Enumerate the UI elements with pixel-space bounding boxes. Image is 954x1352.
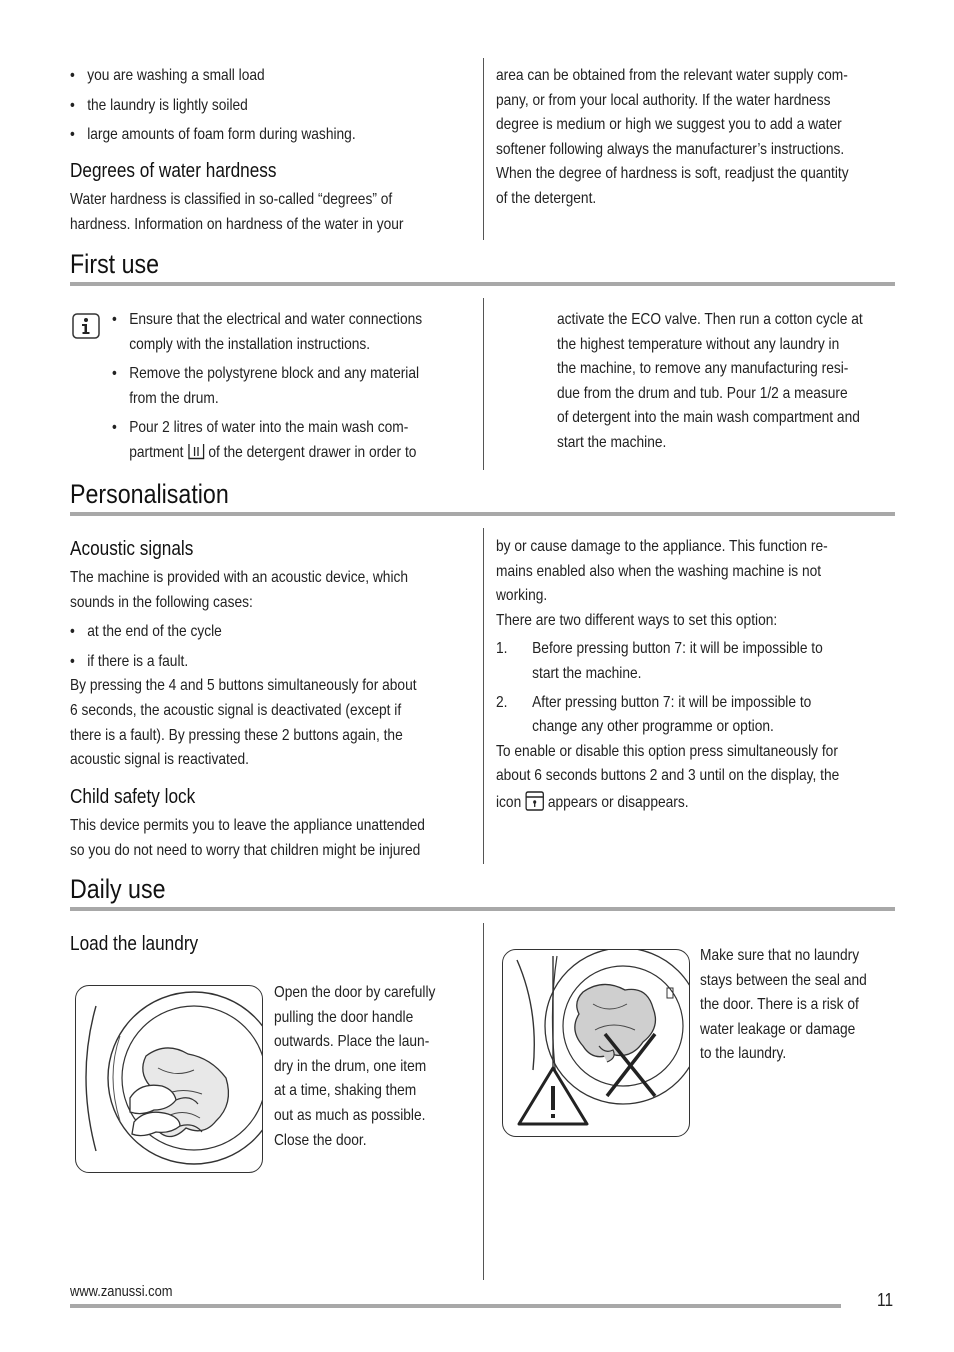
first-use-list [112, 308, 422, 466]
button-label-2: 2 [649, 767, 658, 785]
column-divider [483, 528, 484, 864]
button-label-7: 7 [674, 640, 683, 658]
button-label-4: 4 [168, 677, 177, 695]
loading-laundry-illustration [75, 985, 263, 1173]
drum-seal-icon [503, 950, 689, 1136]
list-item: • large amounts of foam form during washing. [70, 126, 356, 144]
list-item: 1. Before pressing button 7: it will be impossible to start the machine. [496, 640, 823, 682]
six-seconds-label: 6 seconds [70, 701, 133, 719]
list-item: • Ensure that the electrical and water connections comply with the installation instructions. [112, 311, 423, 353]
list-item: • Remove the polystyrene block and any material from the drum. [112, 365, 420, 407]
child-lock-text-left: This device permits you to leave the appliance unattended so you do not need to worry that children might be injured [70, 817, 425, 859]
button-label-7: 7 [662, 693, 671, 711]
section-rule [70, 907, 895, 911]
child-lock-text-right: by or cause damage to the appliance. This function re- mains enabled also when the washing machine is not working. There are two different ways to set this option: 1. Before pressing button 7: it will be impossible to start the machine. 2. After pressing button 7: it will be impossible to change any other programme or option. To enable or disable this option press simultaneously for about 6 seconds buttons 2 and 3 until on the display, the icon appears or disappears. [496, 538, 840, 811]
footer-rule [70, 1304, 841, 1308]
column-divider [483, 923, 484, 1280]
button-label-5: 5 [206, 677, 215, 695]
section-title-personalisation: Personalisation [70, 479, 229, 509]
list-item: 2. After pressing button 7: it will be impossible to change any other programme or option. [496, 693, 812, 736]
drum-loading-icon [76, 986, 262, 1172]
child-safety-lock-heading: Child safety lock [70, 786, 196, 808]
list-item: • at the end of the cycle [70, 623, 222, 641]
laundry-in-seal-warning-illustration [502, 949, 690, 1137]
section-title-first-use: First use [70, 249, 160, 279]
list-item: • Pour 2 litres of water into the main wash com- partment of the detergent drawer in order to [112, 419, 417, 461]
list-item: • the laundry is lightly soiled [70, 96, 248, 114]
info-icon [72, 313, 100, 339]
warning-triangle-icon [519, 1068, 587, 1124]
load-laundry-heading: Load the laundry [70, 933, 199, 955]
page-number: 11 [877, 1290, 894, 1310]
footer-url: www.zanussi.com [70, 1283, 173, 1300]
section-title-daily-use: Daily use [70, 874, 166, 904]
list-item: • you are washing a small load [70, 67, 265, 84]
water-hardness-text-right: area can be obtained from the relevant water supply com- pany, or from your local authority. If the water hardness degree is medium or high we suggest you to add a water softener following always the manufacturer’s instructions. When the degree of hardness is soft, readjust the quantity of the detergent. [496, 67, 849, 207]
child-lock-icon [525, 791, 544, 811]
list-item: • if there is a fault. [70, 652, 189, 670]
column-divider [483, 58, 484, 240]
column-divider [483, 298, 484, 470]
water-hardness-text-left: Water hardness is classified in so-called “degrees” of hardness. Information on hardness of the water in your [70, 191, 404, 233]
water-hardness-heading: Degrees of water hardness [70, 160, 277, 182]
eco-button-label: ECO [631, 311, 662, 328]
button-label-3: 3 [688, 767, 696, 785]
main-wash-compartment-icon [187, 443, 204, 460]
acoustic-signals-heading: Acoustic signals [70, 538, 194, 560]
first-use-text-right: activate the ECO valve. Then run a cotton cycle at the highest temperature without any laundry in the machine, to remove any manufacturing resi- due from the drum and tub. Pour 1/2 a measure of detergent into the main wash compartment and start the machine. [557, 311, 863, 451]
intro-bullet-list [70, 64, 356, 148]
acoustic-signals-text: The machine is provided with an acoustic device, which sounds in the following cases: • at the end of the cycle • if there is a fault. By pressing the 4 and 5 buttons simultaneously for about 6 seconds, the acoustic signal is deactivated (except if there is a fault). By pressing these 2 buttons again, the acoustic signal is reactivated. [70, 569, 417, 769]
section-rule [70, 512, 895, 516]
load-laundry-text-left: Open the door by carefully pulling the door handle outwards. Place the laun- dry in the drum, one item at a time, shaking them out as much as possible. Close the door. [274, 984, 436, 1149]
section-rule [70, 282, 895, 286]
load-laundry-text-right: Make sure that no laundry stays between the seal and the door. There is a risk of water leakage or damage to the laundry. [700, 947, 867, 1063]
